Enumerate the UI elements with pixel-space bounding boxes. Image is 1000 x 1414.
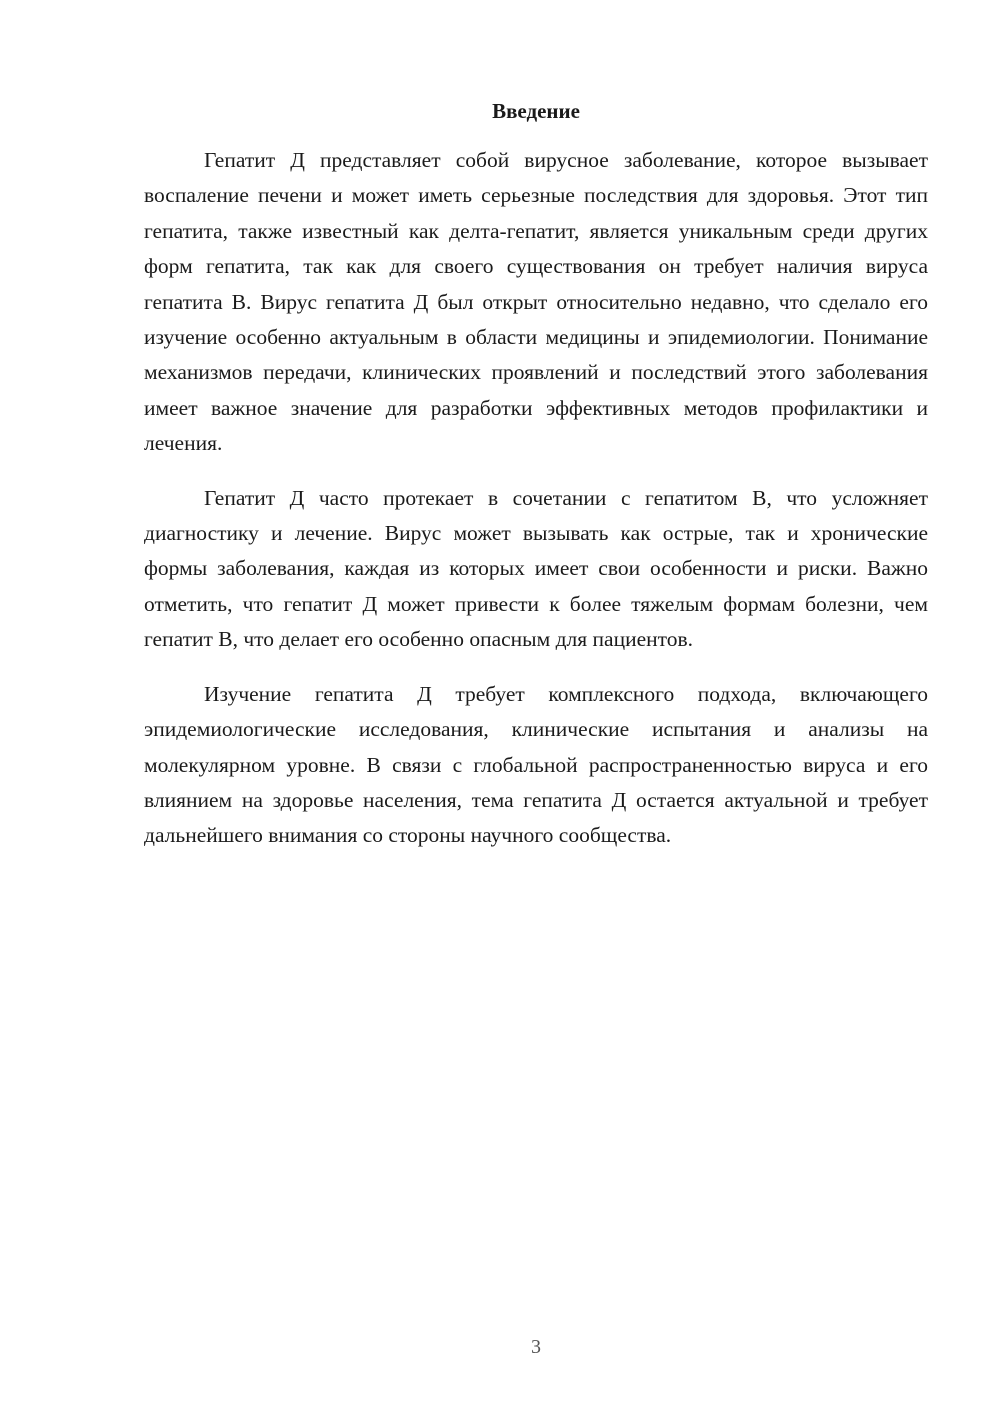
body-text xyxy=(144,143,928,873)
paragraph-2: Гепатит Д часто протекает в сочетании с гепатитом В, что усложняет диагностику и лечение. Вирус может вызывать как острые, так и хронические формы заболевания, каждая из которых имеет свои особенности и риски. Важно отметить, что гепатит Д может привести к более тяжелым формам болезни, чем гепатит В, что делает его особенно опасным для пациентов. xyxy=(144,485,928,652)
paragraph-1: Гепатит Д представляет собой вирусное заболевание, которое вызывает воспаление печени и может иметь серьезные последствия для здоровья. Этот тип гепатита, также известный как делта-гепатит, является уникальным среди других форм гепатита, так как для своего существования он требует наличия вируса гепатита В. Вирус гепатита Д был открыт относительно недавно, что сделало его изучение особенно актуальным в области медицины и эпидемиологии. Понимание механизмов передачи, клинических проявлений и последствий этого заболевания имеет важное значение для разработки эффективных методов профилактики и лечения. xyxy=(144,148,928,456)
section-title: Введение xyxy=(492,99,580,123)
paragraph-3: Изучение гепатита Д требует комплексного подхода, включающего эпидемиологические исследования, клинические испытания и анализы на молекулярном уровне. В связи с глобальной распространенностью вируса и его влиянием на здоровье населения, тема гепатита Д остается актуальной и требует дальнейшего внимания со стороны научного сообщества. xyxy=(144,681,928,848)
page-number: 3 xyxy=(531,1336,541,1358)
